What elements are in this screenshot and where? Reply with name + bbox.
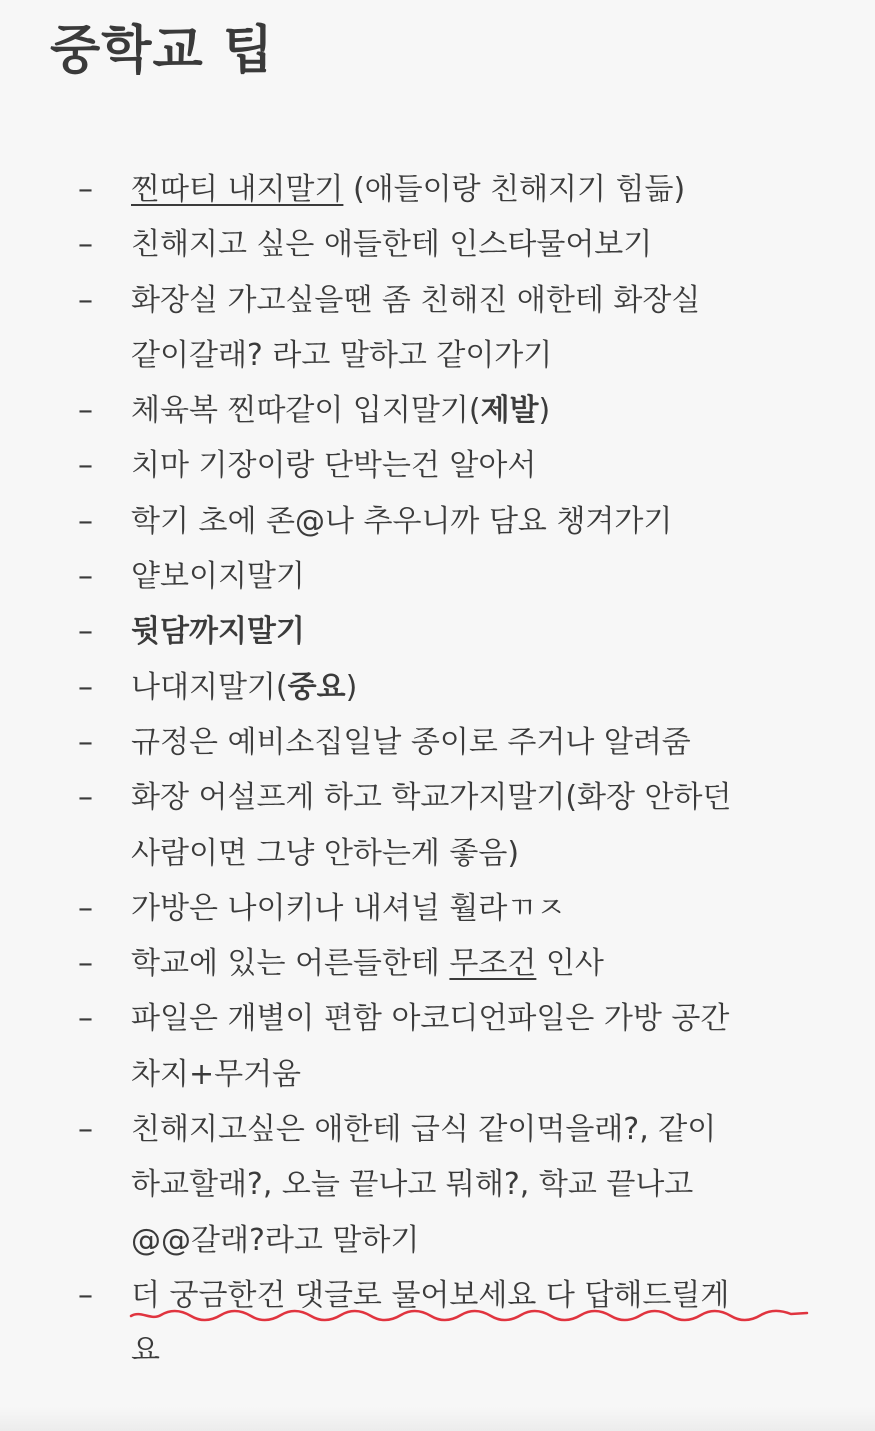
list-dash: –	[78, 282, 93, 318]
list-item	[78, 715, 838, 770]
page-title: 중학교 팁	[50, 21, 275, 81]
tips-list	[78, 162, 838, 1379]
tip-text: 사람이면 그냥 안하는게 좋음)	[131, 835, 520, 871]
red-squiggle-underline	[131, 1307, 807, 1323]
tip-text: 치마 기장이랑 단박는건 알아서	[131, 448, 537, 484]
list-item	[78, 770, 838, 881]
list-item	[78, 494, 838, 549]
tip-emphasis: 제발	[480, 393, 539, 429]
tip-text: 학기 초에 존@나 추우니까 담요 챙겨가기	[131, 503, 673, 539]
list-item	[78, 549, 838, 604]
list-item	[78, 273, 838, 384]
tip-text: (애들이랑 친해지기 힘듦)	[343, 172, 686, 207]
tip-emphasis: 뒷담까지말기	[131, 614, 305, 650]
list-dash: –	[78, 503, 93, 539]
tip-text: 더 궁금한건 댓글로 물어보세요 다 답해드릴게	[131, 1277, 730, 1313]
list-item	[78, 991, 838, 1102]
list-item	[78, 660, 838, 715]
tip-emphasis: 무조건	[449, 946, 537, 982]
tip-text: 화장 어설프게 하고 학교가지말기(화장 안하던	[131, 780, 732, 816]
list-dash: –	[78, 946, 93, 982]
list-dash: –	[78, 559, 93, 595]
list-dash: –	[78, 1001, 93, 1037]
list-item	[78, 936, 838, 991]
tip-text: 친해지고 싶은 애들한테 인스타물어보기	[131, 227, 653, 263]
bottom-shadow	[0, 1407, 875, 1431]
list-dash: –	[78, 669, 93, 705]
list-dash: –	[78, 780, 93, 816]
list-dash: –	[78, 614, 93, 650]
tip-text: 파일은 개별이 편함 아코디언파일은 가방 공간	[131, 1001, 730, 1037]
tip-text: @@갈래?라고 말하기	[131, 1222, 420, 1258]
list-dash: –	[78, 227, 93, 263]
list-dash: –	[78, 448, 93, 484]
list-dash: –	[78, 172, 93, 207]
tip-text: 인사	[536, 946, 604, 982]
list-item	[78, 162, 838, 217]
tip-text: 규정은 예비소집일날 종이로 주거나 알려줌	[131, 724, 691, 760]
list-item	[78, 383, 838, 438]
list-item	[78, 438, 838, 493]
tip-text: )	[345, 669, 358, 705]
list-dash: –	[78, 890, 93, 926]
tip-text: 하교할래?, 오늘 끝나고 뭐해?, 학교 끝나고	[131, 1167, 694, 1203]
tip-emphasis: 중요	[287, 669, 346, 705]
tip-text: 체육복 찐따같이 입지말기(	[131, 393, 481, 429]
tip-text: 가방은 나이키나 내셔널 훨라ㄲㅈ	[131, 890, 566, 926]
tip-text: 요	[131, 1333, 160, 1369]
tip-text: 학교에 있는 어른들한테	[131, 946, 450, 982]
tip-text: )	[538, 393, 551, 429]
list-item	[78, 1102, 838, 1268]
list-item	[78, 604, 838, 659]
tip-text: 같이갈래? 라고 말하고 같이가기	[131, 337, 553, 373]
list-dash: –	[78, 1277, 93, 1313]
tip-text: 차지+무거움	[131, 1056, 302, 1092]
tip-text: 얕보이지말기	[131, 559, 305, 595]
tip-text: 찐따티 내지말기	[131, 172, 344, 207]
list-item	[78, 1268, 838, 1379]
squiggle-path	[131, 1311, 807, 1320]
tip-text: 나대지말기(	[131, 669, 288, 705]
list-item	[78, 217, 838, 272]
tip-text: 화장실 가고싶을땐 좀 친해진 애한테 화장실	[131, 282, 701, 318]
tip-text: 친해지고싶은 애한테 급식 같이먹을래?, 같이	[131, 1112, 717, 1148]
list-dash: –	[78, 1112, 93, 1148]
list-dash: –	[78, 724, 93, 760]
list-item	[78, 881, 838, 936]
list-dash: –	[78, 393, 93, 429]
